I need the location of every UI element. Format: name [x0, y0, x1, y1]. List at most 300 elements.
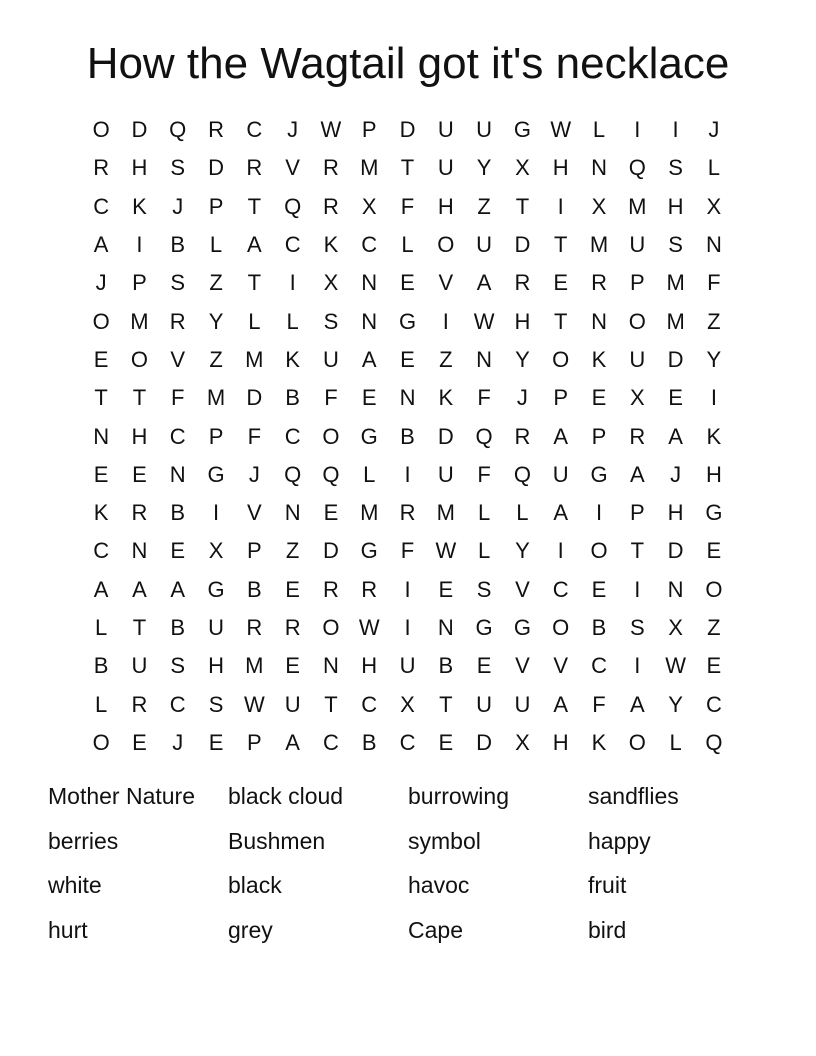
grid-cell[interactable]: J: [670, 461, 682, 487]
grid-cell[interactable]: D: [399, 117, 416, 143]
grid-cell[interactable]: J: [172, 729, 184, 755]
grid-cell[interactable]: E: [285, 576, 300, 602]
grid-cell[interactable]: D: [246, 385, 263, 411]
grid-cell[interactable]: U: [399, 653, 416, 679]
word-bank-item: Mother Nature: [48, 783, 196, 809]
grid-cell[interactable]: X: [591, 193, 607, 219]
word-bank-item: Bushmen: [228, 827, 326, 854]
grid-cell[interactable]: S: [476, 576, 492, 602]
grid-cell[interactable]: O: [628, 308, 646, 334]
grid-cell[interactable]: I: [136, 232, 143, 258]
word-bank-item: berries: [48, 827, 119, 854]
grid-cell[interactable]: V: [553, 653, 569, 679]
grid-cell[interactable]: T: [247, 270, 262, 296]
grid-cell[interactable]: W: [665, 653, 686, 679]
grid-cell[interactable]: H: [705, 461, 722, 487]
grid-cell[interactable]: H: [552, 729, 569, 755]
grid-cell[interactable]: R: [246, 615, 263, 640]
grid-cell[interactable]: I: [634, 117, 641, 143]
grid-cell[interactable]: E: [553, 270, 569, 296]
grid-cell[interactable]: N: [399, 385, 416, 411]
grid-cell[interactable]: X: [361, 193, 377, 219]
grid-cell[interactable]: R: [399, 500, 416, 526]
grid-cell[interactable]: N: [437, 615, 454, 640]
grid-cell[interactable]: H: [361, 653, 378, 679]
grid-cell[interactable]: B: [438, 653, 454, 679]
grid-cell[interactable]: F: [247, 423, 262, 449]
grid-cell[interactable]: C: [705, 691, 722, 717]
grid-cell[interactable]: L: [363, 461, 376, 487]
word-bank-item: happy: [588, 827, 651, 854]
grid-cell[interactable]: T: [132, 385, 147, 411]
grid-cell[interactable]: Z: [707, 308, 721, 334]
grid-cell[interactable]: T: [132, 615, 147, 640]
grid-cell[interactable]: R: [591, 270, 607, 296]
grid-cell[interactable]: C: [322, 729, 339, 755]
grid-cell[interactable]: C: [169, 423, 186, 449]
grid-cell[interactable]: E: [591, 385, 607, 411]
grid-cell[interactable]: B: [170, 232, 186, 258]
grid-cell[interactable]: Q: [628, 155, 646, 181]
grid-cell[interactable]: S: [668, 155, 683, 181]
grid-cell[interactable]: V: [246, 500, 262, 526]
grid-cell[interactable]: U: [437, 117, 454, 143]
grid-cell[interactable]: S: [668, 232, 683, 258]
grid-cell[interactable]: T: [553, 308, 568, 334]
grid-cell[interactable]: C: [246, 117, 263, 143]
word-bank-item: Cape: [408, 917, 463, 944]
grid-cell[interactable]: R: [208, 117, 224, 143]
grid-cell[interactable]: N: [361, 308, 378, 334]
grid-cell[interactable]: S: [170, 155, 186, 181]
grid-cell[interactable]: P: [246, 729, 262, 755]
grid-cell[interactable]: E: [591, 576, 607, 602]
grid-cell[interactable]: Y: [706, 346, 722, 372]
grid-cell[interactable]: Z: [707, 615, 721, 640]
grid-cell[interactable]: S: [629, 615, 645, 640]
grid-cell[interactable]: E: [438, 729, 454, 755]
grid-cell[interactable]: F: [324, 385, 338, 411]
grid-cell[interactable]: T: [515, 193, 530, 219]
grid-cell[interactable]: U: [476, 117, 493, 143]
grid-cell[interactable]: I: [710, 385, 717, 411]
grid-cell[interactable]: E: [323, 500, 339, 526]
grid-cell[interactable]: I: [634, 653, 641, 679]
grid-cell[interactable]: A: [553, 423, 569, 449]
grid-cell[interactable]: E: [706, 653, 722, 679]
grid-cell[interactable]: H: [437, 193, 454, 219]
word-bank-item: hurt: [48, 917, 88, 944]
grid-cell[interactable]: J: [172, 193, 184, 219]
grid-cell[interactable]: W: [358, 615, 380, 640]
grid-cell[interactable]: Q: [513, 461, 531, 487]
grid-cell[interactable]: B: [170, 500, 186, 526]
grid-cell[interactable]: G: [360, 538, 378, 564]
grid-cell[interactable]: F: [477, 461, 491, 487]
grid-cell[interactable]: W: [550, 117, 572, 143]
grid-cell[interactable]: B: [246, 576, 262, 602]
grid-cell[interactable]: C: [361, 691, 378, 717]
grid-cell[interactable]: B: [400, 423, 415, 449]
grid-cell[interactable]: A: [553, 691, 569, 717]
grid-cell[interactable]: X: [323, 270, 339, 296]
grid-cell[interactable]: F: [592, 691, 606, 717]
grid-cell[interactable]: U: [208, 615, 224, 640]
grid-cell[interactable]: U: [131, 653, 148, 679]
grid-cell[interactable]: B: [93, 653, 109, 679]
grid-cell[interactable]: T: [439, 691, 453, 717]
grid-cell[interactable]: K: [132, 193, 147, 219]
grid-cell[interactable]: L: [95, 691, 108, 717]
grid-cell[interactable]: M: [206, 385, 226, 411]
grid-cell[interactable]: H: [552, 155, 569, 181]
grid-cell[interactable]: L: [707, 155, 721, 181]
grid-cell[interactable]: Y: [515, 538, 530, 564]
grid-cell[interactable]: C: [169, 691, 186, 717]
grid-cell[interactable]: E: [132, 461, 147, 487]
grid-cell[interactable]: T: [247, 193, 262, 219]
grid-cell[interactable]: S: [323, 308, 339, 334]
grid-cell[interactable]: N: [361, 270, 378, 296]
grid-cell[interactable]: K: [706, 423, 722, 449]
grid-cell[interactable]: F: [171, 385, 185, 411]
grid-cell[interactable]: U: [629, 232, 646, 258]
grid-cell[interactable]: A: [93, 576, 109, 602]
grid-cell[interactable]: S: [170, 270, 186, 296]
grid-cell[interactable]: Q: [169, 117, 187, 143]
grid-cell[interactable]: T: [400, 155, 415, 181]
grid-cell[interactable]: N: [169, 461, 186, 487]
grid-cell[interactable]: C: [93, 193, 110, 219]
grid-cell[interactable]: Z: [209, 270, 223, 296]
grid-cell[interactable]: T: [94, 385, 108, 411]
grid-cell[interactable]: G: [360, 423, 378, 449]
grid-cell[interactable]: D: [322, 538, 339, 564]
grid-cell[interactable]: C: [93, 538, 110, 564]
grid-cell[interactable]: B: [591, 615, 607, 640]
grid-cell[interactable]: T: [553, 232, 568, 258]
grid-cell[interactable]: A: [668, 423, 683, 449]
grid-cell[interactable]: F: [400, 193, 415, 219]
grid-cell[interactable]: C: [284, 423, 301, 449]
grid-cell[interactable]: I: [557, 538, 564, 564]
grid-cell[interactable]: G: [207, 461, 225, 487]
grid-cell[interactable]: L: [95, 615, 108, 640]
grid-cell[interactable]: L: [477, 538, 491, 564]
word-bank-item: bird: [588, 917, 627, 944]
grid-cell[interactable]: I: [404, 615, 411, 640]
grid-cell[interactable]: P: [361, 117, 377, 143]
grid-cell[interactable]: I: [634, 576, 641, 602]
grid-cell[interactable]: L: [209, 232, 223, 258]
grid-cell[interactable]: D: [208, 155, 224, 181]
grid-cell[interactable]: T: [324, 691, 338, 717]
grid-cell[interactable]: D: [514, 232, 531, 258]
grid-cell[interactable]: P: [629, 270, 645, 296]
grid-cell[interactable]: L: [286, 308, 299, 334]
grid-cell[interactable]: R: [169, 308, 186, 334]
grid-cell[interactable]: G: [513, 117, 531, 143]
grid-cell[interactable]: N: [93, 423, 110, 449]
grid-cell[interactable]: J: [516, 385, 528, 411]
grid-cell[interactable]: P: [629, 500, 645, 526]
grid-cell[interactable]: S: [170, 653, 186, 679]
grid-cell[interactable]: R: [93, 155, 110, 181]
grid-cell[interactable]: R: [246, 155, 263, 181]
word-bank-item: grey: [228, 917, 273, 944]
grid-cell[interactable]: N: [591, 308, 607, 334]
grid-cell[interactable]: O: [92, 308, 110, 334]
grid-cell[interactable]: H: [667, 500, 684, 526]
grid-cell[interactable]: V: [285, 155, 300, 181]
grid-cell[interactable]: V: [515, 576, 530, 602]
word-bank-item: symbol: [408, 827, 481, 854]
grid-cell[interactable]: M: [628, 193, 647, 219]
grid-cell[interactable]: H: [131, 155, 148, 181]
grid-cell[interactable]: N: [131, 538, 148, 564]
grid-cell[interactable]: M: [360, 500, 379, 526]
grid-cell[interactable]: Z: [285, 538, 300, 564]
grid-cell[interactable]: N: [591, 155, 607, 181]
grid-cell[interactable]: O: [590, 538, 608, 564]
grid-cell[interactable]: J: [95, 270, 107, 296]
grid-cell[interactable]: A: [476, 270, 492, 296]
grid-cell[interactable]: K: [323, 232, 339, 258]
grid-cell[interactable]: X: [706, 193, 722, 219]
grid-cell[interactable]: Q: [284, 193, 302, 219]
grid-cell[interactable]: X: [668, 615, 683, 640]
grid-cell[interactable]: B: [170, 615, 186, 640]
grid-cell[interactable]: O: [92, 117, 110, 143]
grid-cell[interactable]: A: [170, 576, 186, 602]
grid-cell[interactable]: G: [590, 461, 608, 487]
grid-cell[interactable]: P: [553, 385, 569, 411]
grid-cell[interactable]: L: [516, 500, 529, 526]
grid-cell[interactable]: U: [476, 232, 493, 258]
grid-cell[interactable]: V: [170, 346, 186, 372]
grid-cell[interactable]: A: [629, 461, 645, 487]
grid-cell[interactable]: S: [208, 691, 224, 717]
grid-cell[interactable]: X: [515, 729, 530, 755]
grid-cell[interactable]: O: [705, 576, 723, 602]
grid-cell[interactable]: E: [93, 461, 109, 487]
grid-cell[interactable]: I: [404, 576, 411, 602]
grid-cell[interactable]: E: [706, 538, 722, 564]
grid-cell[interactable]: Z: [439, 346, 453, 372]
grid-cell[interactable]: R: [361, 576, 378, 602]
grid-cell[interactable]: O: [130, 346, 148, 372]
grid-cell[interactable]: R: [131, 500, 148, 526]
grid-cell[interactable]: A: [553, 500, 569, 526]
grid-cell[interactable]: J: [708, 117, 720, 143]
grid-cell[interactable]: U: [284, 691, 301, 717]
grid-cell[interactable]: E: [400, 346, 415, 372]
grid-cell[interactable]: P: [208, 423, 224, 449]
grid-cell[interactable]: R: [322, 155, 339, 181]
word-bank-item: havoc: [408, 872, 470, 899]
grid-cell[interactable]: U: [437, 155, 454, 181]
grid-cell[interactable]: G: [398, 308, 417, 334]
grid-cell[interactable]: G: [475, 615, 493, 640]
grid-cell[interactable]: B: [285, 385, 300, 411]
grid-cell[interactable]: B: [361, 729, 377, 755]
grid-cell[interactable]: N: [322, 653, 339, 679]
grid-cell[interactable]: N: [667, 576, 684, 602]
grid-cell[interactable]: I: [557, 193, 564, 219]
grid-cell[interactable]: R: [322, 576, 339, 602]
grid-cell[interactable]: F: [707, 270, 721, 296]
grid-cell[interactable]: Z: [477, 193, 491, 219]
grid-cell[interactable]: R: [322, 193, 339, 219]
grid-cell[interactable]: J: [248, 461, 260, 487]
grid-cell[interactable]: Y: [476, 155, 492, 181]
grid-cell[interactable]: V: [438, 270, 454, 296]
grid-cell[interactable]: I: [212, 500, 220, 526]
grid-cell[interactable]: M: [436, 500, 455, 526]
grid-cell[interactable]: I: [595, 500, 603, 526]
grid-cell[interactable]: M: [360, 155, 379, 181]
grid-cell[interactable]: R: [131, 691, 148, 717]
grid-cell[interactable]: R: [284, 615, 301, 640]
grid-cell[interactable]: K: [285, 346, 300, 372]
grid-cell[interactable]: R: [514, 423, 531, 449]
grid-cell[interactable]: H: [208, 653, 224, 679]
grid-cell[interactable]: P: [132, 270, 147, 296]
grid-cell[interactable]: C: [399, 729, 416, 755]
grid-cell[interactable]: R: [514, 270, 531, 296]
grid-cell[interactable]: M: [589, 232, 609, 258]
grid-cell[interactable]: D: [667, 346, 684, 372]
grid-cell[interactable]: D: [476, 729, 493, 755]
grid-cell[interactable]: Q: [705, 729, 723, 755]
grid-cell[interactable]: C: [591, 653, 607, 679]
grid-cell[interactable]: K: [93, 500, 109, 526]
grid-cell[interactable]: O: [552, 615, 570, 640]
grid-cell[interactable]: E: [208, 729, 224, 755]
grid-cell[interactable]: L: [592, 117, 606, 143]
grid-cell[interactable]: H: [131, 423, 148, 449]
grid-cell[interactable]: O: [322, 423, 340, 449]
grid-cell[interactable]: U: [629, 346, 646, 372]
grid-cell[interactable]: K: [591, 729, 607, 755]
grid-cell[interactable]: E: [285, 653, 300, 679]
grid-cell[interactable]: M: [245, 653, 264, 679]
grid-cell[interactable]: G: [513, 615, 531, 640]
grid-cell[interactable]: P: [246, 538, 262, 564]
grid-cell[interactable]: A: [246, 232, 262, 258]
grid-cell[interactable]: O: [628, 729, 646, 755]
grid-cell[interactable]: A: [93, 232, 109, 258]
word-bank: [48, 778, 768, 957]
grid-cell[interactable]: M: [666, 308, 685, 334]
grid-cell[interactable]: U: [514, 691, 531, 717]
grid-cell[interactable]: X: [400, 691, 415, 717]
grid-cell[interactable]: Q: [284, 461, 302, 487]
grid-cell[interactable]: L: [248, 308, 261, 334]
grid-cell[interactable]: M: [666, 270, 685, 296]
grid-cell[interactable]: E: [132, 729, 147, 755]
grid-cell[interactable]: M: [130, 308, 149, 334]
grid-cell[interactable]: L: [401, 232, 414, 258]
grid-cell[interactable]: W: [435, 538, 457, 564]
grid-cell[interactable]: N: [705, 232, 722, 258]
grid-cell[interactable]: E: [400, 270, 415, 296]
grid-cell[interactable]: E: [668, 385, 683, 411]
grid-cell[interactable]: I: [442, 308, 449, 334]
grid-cell[interactable]: D: [437, 423, 454, 449]
grid-cell[interactable]: A: [629, 691, 645, 717]
grid-cell[interactable]: O: [92, 729, 110, 755]
grid-cell[interactable]: H: [514, 308, 531, 334]
grid-cell[interactable]: I: [672, 117, 679, 143]
grid-cell[interactable]: L: [477, 500, 491, 526]
grid-cell[interactable]: C: [552, 576, 569, 602]
grid-cell[interactable]: C: [361, 232, 378, 258]
grid-cell[interactable]: W: [320, 117, 342, 143]
grid-cell[interactable]: E: [170, 538, 186, 564]
grid-cell[interactable]: A: [285, 729, 300, 755]
grid-cell[interactable]: U: [476, 691, 493, 717]
grid-cell[interactable]: D: [667, 538, 684, 564]
grid-cell[interactable]: X: [208, 538, 224, 564]
grid-cell[interactable]: V: [515, 653, 530, 679]
grid-cell[interactable]: K: [438, 385, 454, 411]
grid-cell[interactable]: F: [477, 385, 491, 411]
grid-cell[interactable]: M: [245, 346, 264, 372]
grid-cell[interactable]: F: [400, 538, 415, 564]
grid-cell[interactable]: U: [437, 461, 454, 487]
grid-cell[interactable]: O: [552, 346, 570, 372]
grid-cell[interactable]: E: [438, 576, 454, 602]
grid-cell[interactable]: U: [322, 346, 339, 372]
grid-cell[interactable]: Y: [668, 691, 683, 717]
grid-cell[interactable]: Y: [515, 346, 530, 372]
grid-cell[interactable]: G: [705, 500, 723, 526]
grid-cell[interactable]: E: [93, 346, 109, 372]
grid-cell[interactable]: G: [207, 576, 225, 602]
grid-cell[interactable]: L: [669, 729, 682, 755]
grid-cell[interactable]: Z: [209, 346, 223, 372]
grid-cell[interactable]: T: [630, 538, 645, 564]
grid-cell[interactable]: O: [437, 232, 455, 258]
grid-cell[interactable]: R: [629, 423, 646, 449]
grid-cell[interactable]: A: [132, 576, 147, 602]
grid-cell[interactable]: E: [476, 653, 492, 679]
grid-cell[interactable]: W: [243, 691, 265, 717]
grid-cell[interactable]: Y: [208, 308, 224, 334]
grid-cell[interactable]: O: [322, 615, 340, 640]
grid-cell[interactable]: Q: [322, 461, 340, 487]
grid-cell[interactable]: P: [208, 193, 224, 219]
grid-cell[interactable]: I: [404, 461, 411, 487]
grid-cell[interactable]: Q: [475, 423, 493, 449]
grid-cell[interactable]: H: [667, 193, 684, 219]
grid-cell[interactable]: X: [515, 155, 530, 181]
grid-cell[interactable]: C: [284, 232, 301, 258]
grid-cell[interactable]: D: [131, 117, 148, 143]
grid-cell[interactable]: U: [552, 461, 569, 487]
grid-cell[interactable]: A: [361, 346, 377, 372]
grid-cell[interactable]: N: [284, 500, 301, 526]
grid-cell[interactable]: I: [289, 270, 296, 296]
grid-cell[interactable]: J: [287, 117, 299, 143]
grid-cell[interactable]: K: [591, 346, 607, 372]
grid-cell[interactable]: E: [361, 385, 377, 411]
grid-cell[interactable]: P: [591, 423, 607, 449]
grid-cell[interactable]: W: [473, 308, 495, 334]
grid-cell[interactable]: X: [629, 385, 645, 411]
grid-cell[interactable]: N: [476, 346, 493, 372]
